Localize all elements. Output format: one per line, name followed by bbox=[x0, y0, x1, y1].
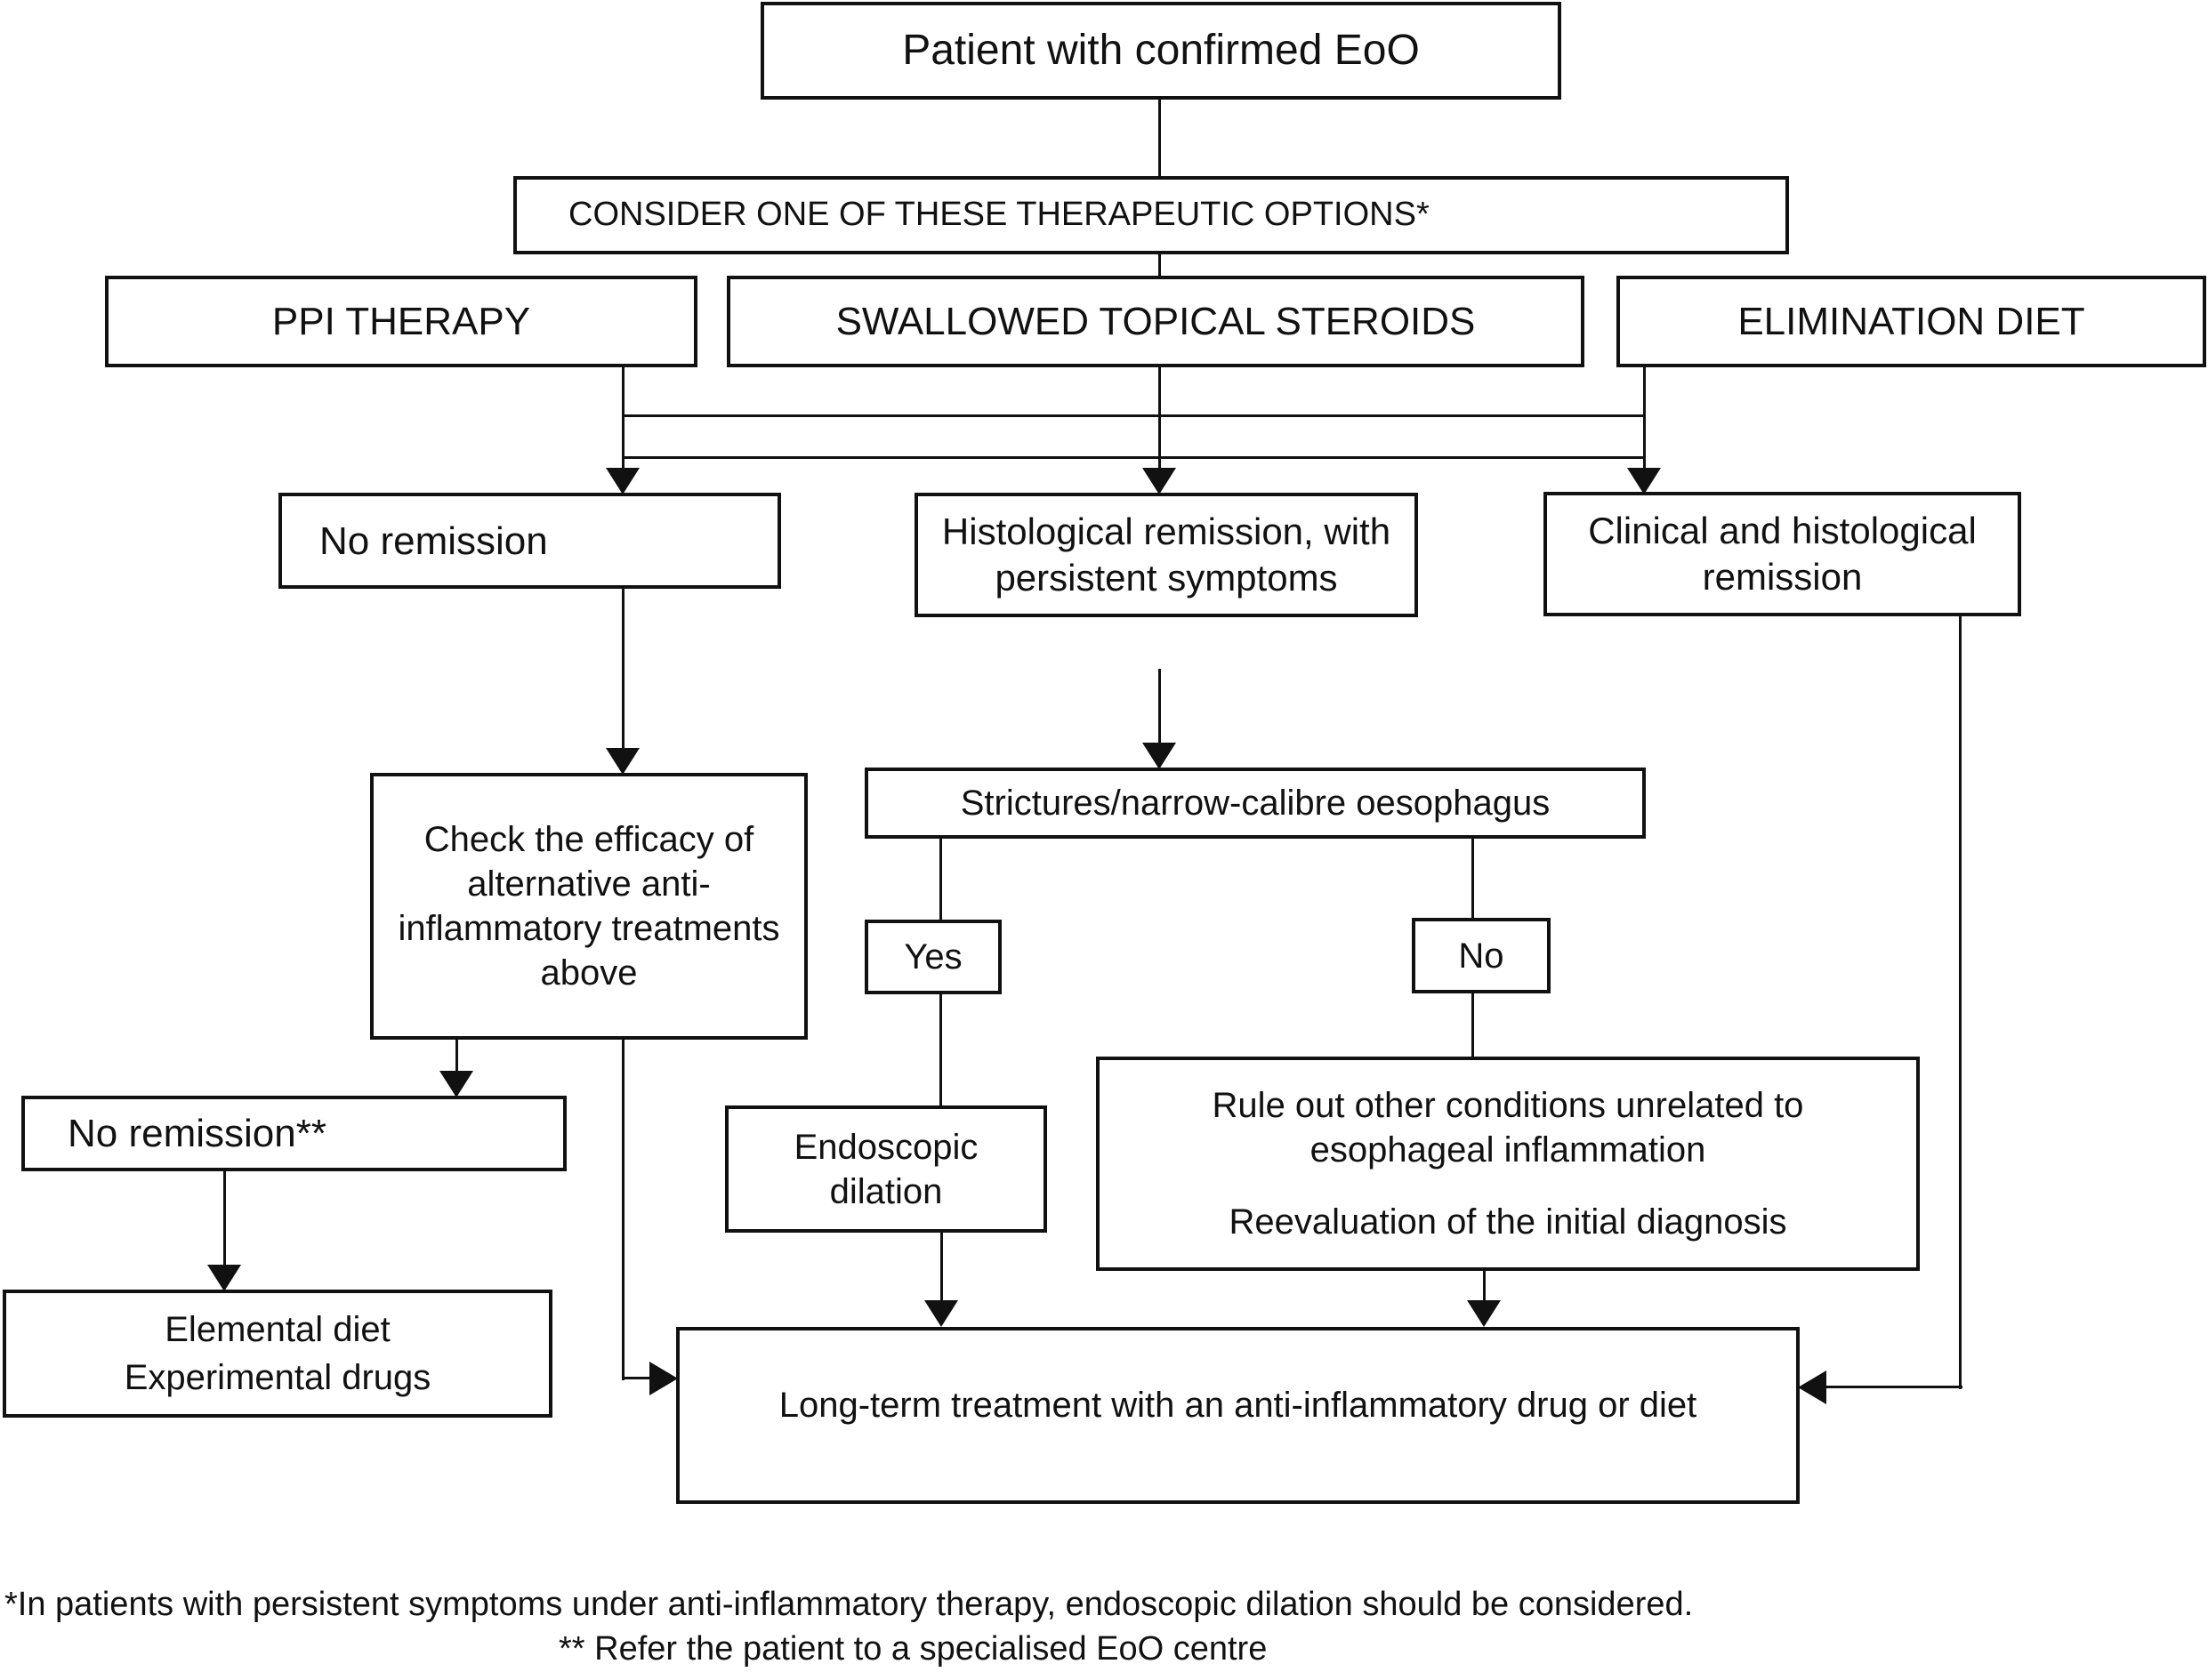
connector-line bbox=[939, 993, 942, 1107]
node-label: No bbox=[1458, 936, 1504, 976]
connector-line bbox=[622, 366, 625, 470]
connector-line bbox=[622, 585, 625, 748]
node-label: Check the efficacy of bbox=[423, 820, 754, 859]
node-consider-therapeutic-options bbox=[513, 176, 1789, 254]
connector-line bbox=[622, 414, 1646, 417]
node-label: dilation bbox=[829, 1171, 943, 1211]
node-no-remission-referral bbox=[21, 1096, 567, 1171]
connector-line bbox=[1826, 1386, 1962, 1388]
arrow-down-icon bbox=[606, 468, 640, 494]
node-label: Clinical and histological bbox=[1588, 509, 1977, 551]
arrow-right-icon bbox=[649, 1362, 678, 1395]
node-label: alternative anti- bbox=[467, 864, 711, 904]
node-long-term-treatment bbox=[676, 1327, 1800, 1504]
connector-line bbox=[1471, 992, 1474, 1058]
connector-line bbox=[1959, 615, 1962, 1389]
node-label: Patient with confirmed EoO bbox=[902, 27, 1420, 74]
node-label: Experimental drugs bbox=[124, 1358, 431, 1397]
footnote-asterisk: *In patients with persistent symptoms under anti-inflammatory therapy, endoscopic dilation should be considered. bbox=[4, 1586, 1694, 1623]
connector-line bbox=[1158, 253, 1161, 276]
node-label: remission bbox=[1702, 556, 1863, 598]
node-clinical-and-histological-remission bbox=[1543, 492, 2021, 616]
node-label: Reevaluation of the initial diagnosis bbox=[1229, 1202, 1787, 1242]
node-histological-remission-persistent-symptoms bbox=[915, 493, 1418, 617]
node-label: inflammatory treatments bbox=[398, 909, 780, 948]
connector-line bbox=[1483, 1269, 1486, 1302]
node-label: esophageal inflammation bbox=[1309, 1130, 1706, 1170]
node-label: Histological remission, with bbox=[941, 510, 1391, 552]
node-label: Elemental diet bbox=[165, 1310, 391, 1349]
node-label: CONSIDER ONE OF THESE THERAPEUTIC OPTIONS* bbox=[568, 196, 1430, 234]
connector-line bbox=[940, 1231, 943, 1302]
node-label: PPI THERAPY bbox=[271, 300, 531, 343]
node-elimination-diet bbox=[1616, 276, 2206, 367]
node-label: Rule out other conditions unrelated to bbox=[1212, 1086, 1804, 1125]
node-ppi-therapy bbox=[105, 276, 697, 367]
footnote-double-asterisk: ** Refer the patient to a specialised EoO centre bbox=[559, 1630, 1268, 1668]
arrow-down-icon bbox=[1467, 1300, 1501, 1327]
node-endoscopic-dilation bbox=[725, 1105, 1047, 1233]
node-label: above bbox=[540, 953, 638, 993]
connector-line bbox=[1158, 366, 1161, 470]
arrow-left-icon bbox=[1798, 1371, 1826, 1404]
node-no-remission bbox=[278, 493, 781, 589]
connector-line bbox=[455, 1038, 458, 1073]
node-yes bbox=[865, 920, 1002, 994]
node-label: SWALLOWED TOPICAL STEROIDS bbox=[835, 300, 1476, 343]
node-label: ELIMINATION DIET bbox=[1737, 300, 2085, 343]
node-rule-out-other-conditions bbox=[1096, 1057, 1920, 1271]
connector-line bbox=[223, 1170, 226, 1266]
arrow-down-icon bbox=[1142, 468, 1176, 494]
node-label: Endoscopic bbox=[794, 1127, 979, 1167]
node-label: persistent symptoms bbox=[995, 557, 1338, 599]
connector-line bbox=[939, 837, 942, 921]
connector-line bbox=[622, 1377, 651, 1379]
connector-line bbox=[622, 456, 1646, 459]
node-label: No remission bbox=[319, 518, 548, 563]
connector-line bbox=[1158, 669, 1161, 743]
node-check-efficacy-alternative-treatments bbox=[370, 773, 808, 1040]
connector-line bbox=[1471, 837, 1474, 920]
arrow-down-icon bbox=[1142, 743, 1176, 769]
connector-line bbox=[622, 1038, 625, 1380]
node-patient-confirmed-eoo bbox=[761, 2, 1561, 100]
arrow-down-icon bbox=[1627, 468, 1661, 494]
arrow-down-icon bbox=[439, 1071, 473, 1097]
node-strictures-narrow-calibre-oesophagus bbox=[865, 768, 1646, 839]
node-label: Strictures/narrow-calibre oesophagus bbox=[960, 784, 1551, 823]
connector-line bbox=[1643, 366, 1646, 470]
node-swallowed-topical-steroids bbox=[727, 276, 1584, 367]
node-label-group bbox=[1213, 1083, 1804, 1172]
node-label: Yes bbox=[904, 937, 963, 977]
arrow-down-icon bbox=[924, 1300, 958, 1327]
arrow-down-icon bbox=[207, 1265, 241, 1291]
node-no bbox=[1412, 918, 1551, 993]
arrow-down-icon bbox=[606, 748, 640, 775]
node-label: Long-term treatment with an anti-inflammatory drug or diet bbox=[778, 1385, 1697, 1425]
node-elemental-diet-experimental-drugs bbox=[3, 1290, 552, 1418]
connector-line bbox=[1158, 100, 1161, 176]
node-label: No remission** bbox=[68, 1112, 326, 1155]
